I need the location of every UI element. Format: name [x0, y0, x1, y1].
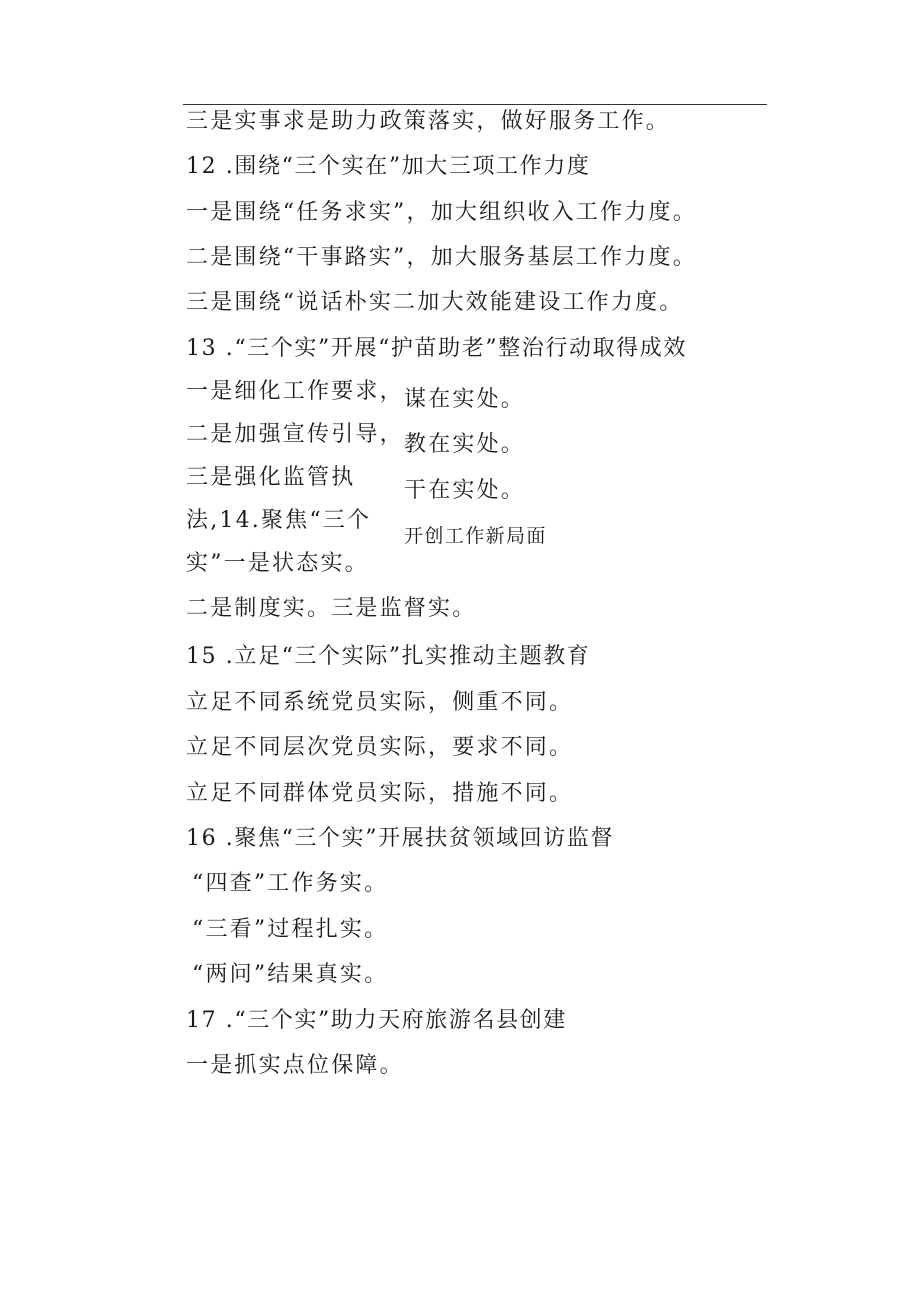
text-line: 法,14.聚焦“三个: [186, 508, 372, 533]
section-heading: 15 .立足“三个实际”扎实推动主题教育: [186, 644, 591, 669]
text-line: 二是制度实。三是监督实。: [186, 596, 477, 621]
text-line: 开创工作新局面: [404, 525, 547, 547]
text-line: “三看”过程扎实。: [192, 917, 389, 942]
text-line: 一是抓实点位保障。: [186, 1053, 404, 1078]
text-line: 实”一是状态实。: [186, 551, 369, 576]
text-line: 一是围绕“任务求实”，加大组织收入工作力度。: [186, 200, 697, 225]
text-line: “两问”结果真实。: [192, 962, 389, 987]
section-heading: 13 .“三个实”开展“护苗助老”整治行动取得成效: [186, 336, 687, 361]
section-heading: 12 .围绕“三个实在”加大三项工作力度: [186, 154, 591, 179]
text-line: 三是围绕“说话朴实二加大效能建设工作力度。: [186, 290, 684, 315]
text-line: 立足不同群体党员实际，措施不同。: [186, 781, 574, 806]
section-heading: 16 .聚焦“三个实”开展扶贫领域回访监督: [186, 826, 615, 851]
text-line: 三是强化监管执: [186, 465, 356, 490]
text-line: 三是实事求是助力政策落实，做好服务工作。: [186, 109, 671, 134]
text-line: 立足不同系统党员实际，侧重不同。: [186, 690, 574, 715]
text-line: 谋在实处。: [404, 387, 526, 412]
text-line: 立足不同层次党员实际，要求不同。: [186, 735, 574, 760]
top-divider: [183, 104, 767, 105]
section-heading: 17 .“三个实”助力天府旅游名县创建: [186, 1008, 567, 1033]
text-line: 一是细化工作要求，: [186, 379, 404, 404]
text-line: “四查”工作务实。: [192, 871, 389, 896]
text-line: 干在实处。: [404, 478, 526, 503]
text-line: 二是围绕“干事路实”，加大服务基层工作力度。: [186, 245, 697, 270]
text-line: 二是加强宣传引导，: [186, 422, 404, 447]
text-line: 教在实处。: [404, 432, 526, 457]
